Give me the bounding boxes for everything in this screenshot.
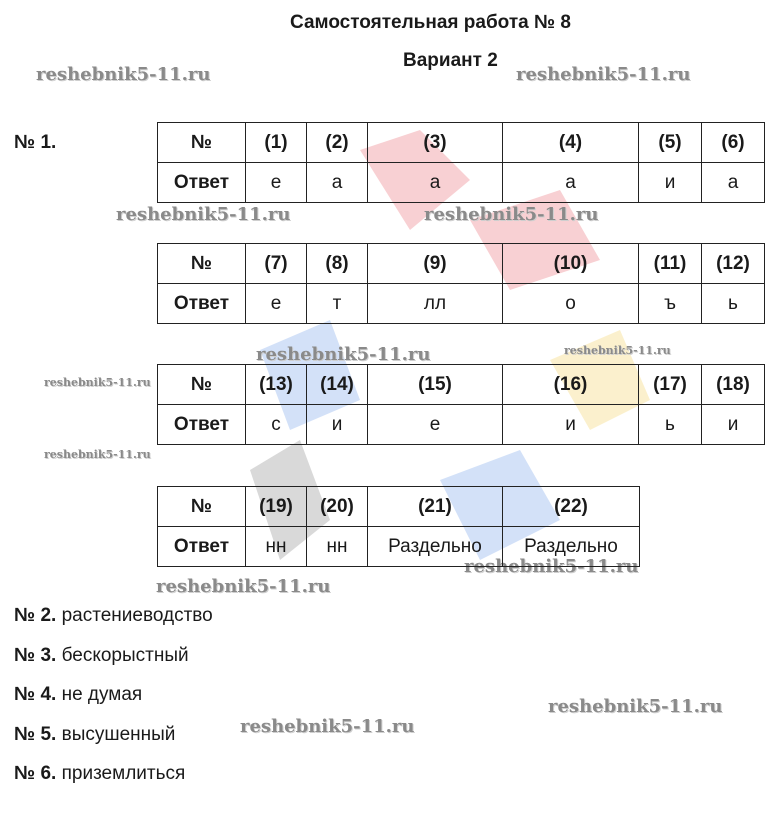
table-cell: т xyxy=(307,284,368,324)
watermark: reshebnik5-11.ru xyxy=(44,448,151,461)
table-cell: ь xyxy=(639,405,702,445)
table-row xyxy=(158,123,765,163)
task-answer: растениеводство xyxy=(61,605,213,626)
table-header-cell: (6) xyxy=(702,123,765,163)
table-row-label: Ответ xyxy=(158,405,246,445)
table-cell: и xyxy=(639,163,702,203)
table-cell: о xyxy=(503,284,639,324)
table-cell: а xyxy=(307,163,368,203)
table-header-cell: (1) xyxy=(246,123,307,163)
task-line xyxy=(14,645,189,667)
table-cell: а xyxy=(503,163,639,203)
table-row xyxy=(158,405,765,445)
task-label: № 3. xyxy=(14,645,57,666)
table-header-cell: № xyxy=(158,487,246,527)
table-row xyxy=(158,527,640,567)
watermark: reshebnik5-11.ru xyxy=(240,716,415,737)
table-header-cell: (8) xyxy=(307,244,368,284)
table-header-cell: (4) xyxy=(503,123,639,163)
task-line xyxy=(14,684,142,706)
watermark: reshebnik5-11.ru xyxy=(548,696,723,717)
watermark: reshebnik5-11.ru xyxy=(564,344,671,357)
table-row-label: Ответ xyxy=(158,163,246,203)
table-cell: лл xyxy=(368,284,503,324)
table-row-label: Ответ xyxy=(158,284,246,324)
table-header-cell: (2) xyxy=(307,123,368,163)
table-cell: и xyxy=(503,405,639,445)
table-header-cell: (7) xyxy=(246,244,307,284)
table-header-cell: (5) xyxy=(639,123,702,163)
task1-label: № 1. xyxy=(14,132,57,153)
table-header-cell: (17) xyxy=(639,365,702,405)
table-cell: Раздельно xyxy=(368,527,503,567)
task-label: № 6. xyxy=(14,763,57,784)
watermark: reshebnik5-11.ru xyxy=(464,556,639,577)
table-header-cell: № xyxy=(158,365,246,405)
table-cell: е xyxy=(246,163,307,203)
table-cell: а xyxy=(368,163,503,203)
table-cell: ъ xyxy=(639,284,702,324)
table-header-cell: № xyxy=(158,244,246,284)
table-header-cell: (21) xyxy=(368,487,503,527)
table-cell: нн xyxy=(307,527,368,567)
table-row-label: Ответ xyxy=(158,527,246,567)
watermark: reshebnik5-11.ru xyxy=(156,576,331,597)
watermark: reshebnik5-11.ru xyxy=(516,64,691,85)
task-label: № 2. xyxy=(14,605,57,626)
watermark: reshebnik5-11.ru xyxy=(44,376,151,389)
table-cell: а xyxy=(702,163,765,203)
table-header-cell: (3) xyxy=(368,123,503,163)
table-cell: ь xyxy=(702,284,765,324)
table-header-cell: (15) xyxy=(368,365,503,405)
table-cell: и xyxy=(702,405,765,445)
variant-title: Вариант 2 xyxy=(403,50,498,71)
table-cell: е xyxy=(368,405,503,445)
table-row xyxy=(158,163,765,203)
task-answer: приземлиться xyxy=(61,763,186,784)
table-cell: нн xyxy=(246,527,307,567)
answer-table-1 xyxy=(157,122,765,203)
table-header-cell: (20) xyxy=(307,487,368,527)
table-header-cell: № xyxy=(158,123,246,163)
task-line xyxy=(14,724,175,746)
task-line xyxy=(14,605,213,627)
page-title: Самостоятельная работа № 8 xyxy=(290,12,571,33)
table-cell: е xyxy=(246,284,307,324)
task-label: № 4. xyxy=(14,684,57,705)
answer-table-3 xyxy=(157,364,765,445)
table-row xyxy=(158,284,765,324)
table-header-cell: (14) xyxy=(307,365,368,405)
answer-table-4 xyxy=(157,486,640,567)
table-header-cell: (18) xyxy=(702,365,765,405)
answer-table-2 xyxy=(157,243,765,324)
table-header-cell: (22) xyxy=(503,487,640,527)
table-header-cell: (13) xyxy=(246,365,307,405)
table-header-cell: (19) xyxy=(246,487,307,527)
task-line xyxy=(14,763,185,785)
task-label: № 5. xyxy=(14,724,57,745)
task-answer: высушенный xyxy=(61,724,176,745)
watermark: reshebnik5-11.ru xyxy=(36,64,211,85)
table-header-cell: (9) xyxy=(368,244,503,284)
table-header-cell: (16) xyxy=(503,365,639,405)
table-cell: с xyxy=(246,405,307,445)
table-header-cell: (11) xyxy=(639,244,702,284)
watermark: reshebnik5-11.ru xyxy=(256,344,431,365)
table-header-cell: (12) xyxy=(702,244,765,284)
task-answer: не думая xyxy=(61,684,143,705)
task-answer: бескорыстный xyxy=(61,645,189,666)
table-cell: Раздельно xyxy=(503,527,640,567)
watermark: reshebnik5-11.ru xyxy=(424,204,599,225)
watermark: reshebnik5-11.ru xyxy=(116,204,291,225)
table-row xyxy=(158,365,765,405)
table-row xyxy=(158,487,640,527)
table-cell: и xyxy=(307,405,368,445)
table-row xyxy=(158,244,765,284)
table-header-cell: (10) xyxy=(503,244,639,284)
